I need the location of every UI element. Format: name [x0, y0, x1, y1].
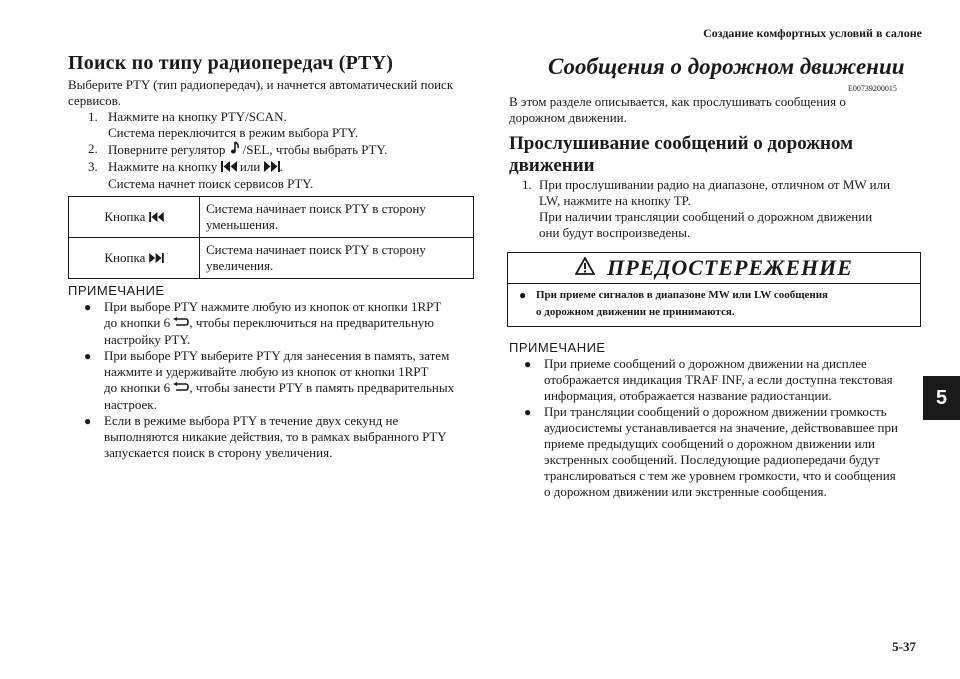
note-item: [84, 413, 484, 461]
note-item: [84, 348, 484, 413]
note-line: Если в режиме выбора PTY в течение двух секунд не: [104, 413, 399, 428]
step-1: [522, 177, 922, 241]
note-line: При выборе PTY нажмите любую из кнопок от кнопки 1RPT: [104, 299, 442, 314]
table-value-cell: [200, 197, 474, 238]
key-label: Кнопка: [104, 249, 146, 265]
bullet-icon: ●: [524, 357, 532, 371]
right-intro: [509, 94, 846, 126]
warning-body: [508, 284, 920, 326]
note-text: до кнопки 6: [104, 380, 171, 395]
note-line: [104, 380, 484, 397]
note-line: При приеме сообщений о дорожном движении на дисплее: [544, 356, 867, 371]
note-line: настройку PTY.: [104, 332, 191, 347]
warning-item: [516, 287, 914, 321]
section-header: Создание комфортных условий в салоне: [703, 26, 922, 40]
step-line: LW, нажмите на кнопку TP.: [539, 193, 691, 208]
warning-triangle-icon: [575, 257, 595, 280]
warning-header: [508, 253, 920, 284]
note-label: ПРИМЕЧАНИЕ: [509, 340, 606, 355]
step-text: Нажмите на кнопку: [108, 159, 218, 174]
pty-table: [68, 196, 474, 279]
subtitle-line: Прослушивание сообщений о дорожном: [509, 133, 854, 154]
note-line: о дорожном движении или экстренные сообщения.: [544, 484, 827, 499]
right-note-list: [524, 356, 924, 500]
page-number: 5-37: [892, 639, 916, 654]
step-number: 1.: [88, 109, 98, 124]
right-title: Сообщения о дорожном движении: [548, 54, 905, 79]
table-row: [69, 238, 474, 279]
step-text: Нажмите на кнопку PTY/SCAN.: [108, 109, 287, 124]
step-1: [88, 109, 488, 125]
note-line: приеме предыдущих сообщений о дорожном движении или: [544, 436, 875, 451]
skip-forward-icon: [264, 160, 280, 176]
intro-line: В этом разделе описывается, как прослушивать сообщения о: [509, 94, 846, 109]
right-step-1: [522, 177, 922, 241]
step-sub: Система начнет поиск сервисов PTY.: [108, 176, 314, 191]
value-line: увеличения.: [206, 258, 274, 273]
note-line: [104, 315, 484, 332]
note-line: отображается индикация TRAF INF, а если доступна текстовая: [544, 372, 893, 387]
chapter-tab: 5: [923, 376, 960, 420]
warning-title: ПРЕДОСТЕРЕЖЕНИЕ: [607, 255, 853, 280]
intro-line: сервисов.: [68, 93, 121, 108]
note-item: [524, 404, 924, 500]
note-text: , чтобы переключиться на предварительную: [189, 315, 435, 330]
step-sub: Система переключится в режим выбора PTY.: [108, 125, 359, 140]
warning-line: При приеме сигналов в диапазоне MW или LW сообщения: [536, 289, 828, 301]
note-line: нажмите и удерживайте любую из кнопок от кнопки 1RPT: [104, 364, 429, 379]
left-intro: [68, 77, 453, 109]
music-note-icon: [229, 141, 243, 159]
note-line: транслироваться с тем же уровнем громкости, что и сообщения: [544, 468, 896, 483]
note-text: , чтобы занести PTY в память предварительных: [189, 380, 455, 395]
return-arrow-icon: [173, 381, 189, 397]
note-line: При трансляции сообщений о дорожном движении громкость: [544, 404, 887, 419]
return-arrow-icon: [173, 316, 189, 332]
right-subtitle: [509, 133, 853, 177]
step-text: или: [239, 159, 261, 174]
step-line: При наличии трансляции сообщений о дорожном движении: [539, 209, 873, 224]
skip-forward-icon: [149, 251, 164, 267]
step-list: [88, 109, 488, 192]
value-line: Система начинает поиск PTY в сторону: [206, 242, 426, 257]
step-text: Поверните регулятор: [108, 142, 226, 157]
note-list: [84, 299, 484, 461]
bullet-icon: ●: [84, 300, 92, 314]
step-2: [88, 141, 488, 159]
value-line: уменьшения.: [206, 217, 279, 232]
skip-back-icon: [149, 210, 164, 226]
skip-back-icon: [221, 160, 237, 176]
step-3: [88, 159, 488, 176]
note-line: выполняются никакие действия, то в рамках выбранного PTY: [104, 429, 447, 444]
note-line: запускается поиск в сторону увеличения.: [104, 445, 333, 460]
left-title: Поиск по типу радиопередач (PTY): [68, 52, 394, 74]
step-text: .: [279, 159, 283, 174]
intro-line: дорожном движении.: [509, 110, 627, 125]
bullet-icon: ●: [84, 349, 92, 363]
intro-line: Выберите PTY (тип радиопередач), и начнется автоматический поиск: [68, 77, 454, 92]
table-value-cell: [200, 238, 474, 279]
note-text: до кнопки 6: [104, 315, 171, 330]
note-line: экстренных сообщений. Последующие радиопередачи будут: [544, 452, 880, 467]
note-item: [524, 356, 924, 404]
note-line: информация, отображается название радиостанции.: [544, 388, 832, 403]
note-line: аудиосистемы устанавливается на значение, действовавшее при: [544, 420, 898, 435]
step-line: они будут воспроизведены.: [539, 225, 691, 240]
note-line: При выборе PTY выберите PTY для занесения в память, затем: [104, 348, 450, 363]
step-number: 1.: [522, 177, 532, 192]
step-text: /SEL, чтобы выбрать PTY.: [242, 142, 388, 157]
bullet-icon: ●: [84, 414, 92, 428]
bullet-icon: ●: [519, 288, 527, 302]
note-item: [84, 299, 484, 348]
subtitle-line: движении: [509, 155, 595, 176]
value-line: Система начинает поиск PTY в сторону: [206, 201, 426, 216]
warning-line: о дорожном движении не принимаются.: [536, 306, 735, 318]
table-row: [69, 197, 474, 238]
table-key-cell: [69, 238, 200, 279]
bullet-icon: ●: [524, 405, 532, 419]
warning-box: [507, 252, 921, 327]
step-number: 3.: [88, 159, 98, 174]
step-line: При прослушивании радио на диапазоне, отличном от MW или: [539, 177, 891, 192]
note-line: настроек.: [104, 397, 157, 412]
section-code: E00739200015: [848, 84, 897, 93]
table-key-cell: [69, 197, 200, 238]
key-label: Кнопка: [104, 208, 146, 224]
step-number: 2.: [88, 141, 98, 156]
note-label: ПРИМЕЧАНИЕ: [68, 283, 165, 298]
